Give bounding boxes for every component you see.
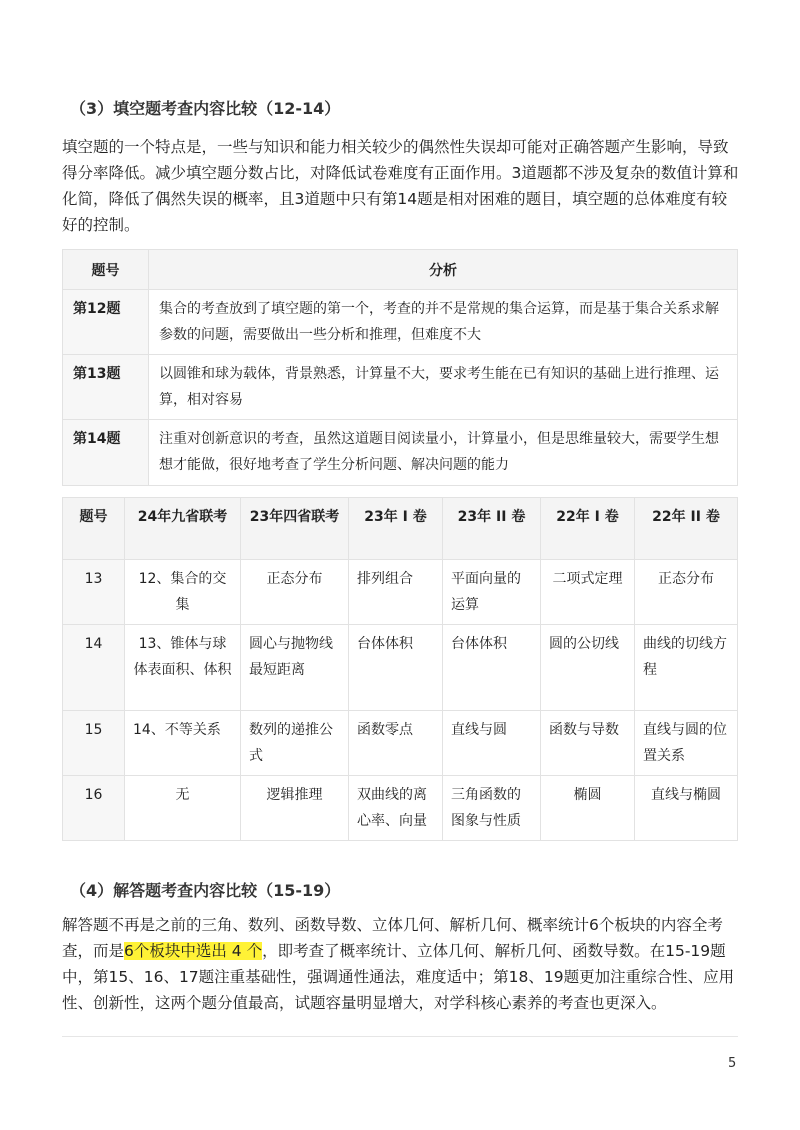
- header-exam: 22年 II 卷: [635, 498, 738, 560]
- table-cell: 无: [125, 776, 241, 841]
- question-number: 16: [63, 776, 125, 841]
- table-cell: 台体体积: [349, 625, 443, 711]
- table-cell: 曲线的切线方程: [635, 625, 738, 711]
- table-cell: 二项式定理: [541, 560, 635, 625]
- table-cell: 三角函数的图象与性质: [443, 776, 541, 841]
- header-exam: 23年四省联考: [241, 498, 349, 560]
- paragraph-text: 解答题不再是之前的三角、数列、函数导数、立体几何、解析几何、概率统计6个板块的内容全考查，而是: [62, 916, 723, 960]
- section4-heading: （4）解答题考查内容比较（15-19）: [70, 881, 341, 900]
- footer-divider: [62, 1036, 738, 1037]
- question-label: 第14题: [63, 420, 149, 486]
- table-cell: 双曲线的离心率、向量: [349, 776, 443, 841]
- table-row: [63, 560, 738, 625]
- header-exam: 24年九省联考: [125, 498, 241, 560]
- question-analysis: 集合的考查放到了填空题的第一个，考查的并不是常规的集合运算，而是基于集合关系求解参数的问题，需要做出一些分析和推理，但难度不大: [149, 290, 738, 355]
- question-number: 15: [63, 711, 125, 776]
- fill-blank-analysis-table: [62, 249, 738, 486]
- table-header-row: [63, 498, 738, 560]
- table-cell: 函数零点: [349, 711, 443, 776]
- table-row: [63, 420, 738, 486]
- table-row: [63, 290, 738, 355]
- question-analysis: 注重对创新意识的考查，虽然这道题目阅读量小，计算量小，但是思维量较大，需要学生想想才能做，很好地考查了学生分析问题、解决问题的能力: [149, 420, 738, 486]
- table-cell: 13、锥体与球体表面积、体积: [125, 625, 241, 711]
- table-cell: 函数与导数: [541, 711, 635, 776]
- paragraph-text: ，即考查了概率统计、立体几何、解析几何、函数导数。在15-19题中，第15、16、17题注重基础性，强调通性通法，难度适中；第18、19题更加注重综合性、应用性、创新性，这两个题分值最高，试题容量明显增大，对学科核心素养的考查也更深入。: [62, 942, 735, 1012]
- table-cell: 台体体积: [443, 625, 541, 711]
- header-analysis: 分析: [149, 250, 738, 290]
- header-exam: 23年 II 卷: [443, 498, 541, 560]
- table-header-row: [63, 250, 738, 290]
- question-label: 第13题: [63, 355, 149, 420]
- table-cell: 数列的递推公式: [241, 711, 349, 776]
- table-cell: 圆的公切线: [541, 625, 635, 711]
- table-cell: 椭圆: [541, 776, 635, 841]
- table-cell: 正态分布: [635, 560, 738, 625]
- header-question-no: 题号: [63, 250, 149, 290]
- section3-heading: （3）填空题考查内容比较（12-14）: [70, 99, 341, 118]
- question-label: 第12题: [63, 290, 149, 355]
- section4-paragraph: [62, 912, 742, 1016]
- table-row: [63, 355, 738, 420]
- header-exam: 23年 I 卷: [349, 498, 443, 560]
- table-cell: 圆心与抛物线最短距离: [241, 625, 349, 711]
- exam-comparison-table: [62, 497, 738, 841]
- table-cell: 直线与椭圆: [635, 776, 738, 841]
- table-cell: 平面向量的运算: [443, 560, 541, 625]
- table-cell: 直线与圆的位置关系: [635, 711, 738, 776]
- table-cell: 12、集合的交集: [125, 560, 241, 625]
- table-cell: 排列组合: [349, 560, 443, 625]
- table-cell: 逻辑推理: [241, 776, 349, 841]
- table-cell: 正态分布: [241, 560, 349, 625]
- header-exam: 22年 I 卷: [541, 498, 635, 560]
- page-number: 5: [728, 1056, 737, 1071]
- question-number: 14: [63, 625, 125, 711]
- table-row: [63, 625, 738, 711]
- section3-paragraph: 填空题的一个特点是，一些与知识和能力相关较少的偶然性失误却可能对正确答题产生影响，导致得分率降低。减少填空题分数占比，对降低试卷难度有正面作用。3道题都不涉及复杂的数值计算和化简，降低了偶然失误的概率，且3道题中只有第14题是相对困难的题目，填空题的总体难度有较好的控制。: [62, 138, 739, 234]
- highlighted-text: 6个板块中选出 4 个: [124, 942, 263, 960]
- table-row: [63, 776, 738, 841]
- question-number: 13: [63, 560, 125, 625]
- table-cell: 直线与圆: [443, 711, 541, 776]
- table-cell: 14、不等关系: [125, 711, 241, 776]
- header-question-no: 题号: [63, 498, 125, 560]
- table-row: [63, 711, 738, 776]
- question-analysis: 以圆锥和球为载体，背景熟悉，计算量不大，要求考生能在已有知识的基础上进行推理、运算，相对容易: [149, 355, 738, 420]
